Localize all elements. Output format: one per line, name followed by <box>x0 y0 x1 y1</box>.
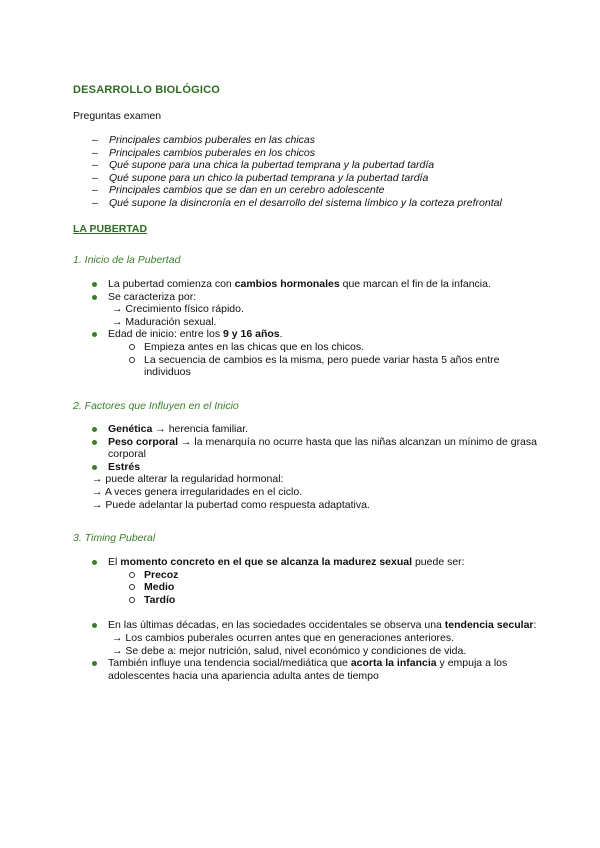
list-item <box>92 436 542 461</box>
sub-list-item <box>92 354 542 379</box>
section-title: LA PUBERTAD <box>73 223 148 235</box>
question-item: – Qué supone la disincronía en el desarrollo del sistema límbico y la corteza prefrontal <box>92 197 502 210</box>
sub-list-item <box>92 581 542 594</box>
section-3-heading: 3. Timing Puberal <box>73 532 156 544</box>
sub-list-item <box>92 569 542 582</box>
bold-text: Medio <box>144 581 175 594</box>
bold-text: Peso corporal <box>108 435 179 448</box>
bold-text: Precoz <box>144 568 179 581</box>
text: La secuencia de cambios es la misma, pero puede variar hasta 5 años entre individuos <box>144 353 500 379</box>
arrow-line: → A veces genera irregularidades en el ciclo. <box>92 485 303 498</box>
bold-text: Estrés <box>108 460 141 473</box>
list-item <box>92 423 542 436</box>
section-3-body <box>92 556 542 682</box>
text: Edad de inicio: entre los <box>108 328 223 341</box>
circle-bullet-icon <box>129 357 135 363</box>
section-1-body <box>92 278 542 379</box>
list-item <box>92 657 542 682</box>
question-item: – Principales cambios que se dan en un cerebro adolescente <box>92 184 502 197</box>
circle-bullet-icon <box>129 344 135 350</box>
bold-text: Tardío <box>144 593 176 606</box>
arrow-line: → Crecimiento físico rápido. <box>112 303 244 316</box>
text: También influye una tendencia social/mediática que <box>108 657 351 670</box>
text: puede ser: <box>412 556 465 568</box>
arrow-line: → Se debe a: mejor nutrición, salud, nivel económico y condiciones de vida. <box>112 644 467 657</box>
bullet-icon <box>92 560 97 565</box>
section-2-heading: 2. Factores que Influyen en el Inicio <box>73 400 239 412</box>
bullet-icon <box>92 295 97 300</box>
sub-list-item <box>92 594 542 607</box>
bold-text: tendencia secular <box>444 619 534 632</box>
text: que marcan el fin de la infancia. <box>339 278 491 290</box>
text: Empieza antes en las chicas que en los chicos. <box>144 340 365 353</box>
list-item <box>92 619 542 632</box>
bullet-icon <box>92 440 97 445</box>
question-item: – Principales cambios puberales en las chicas <box>92 134 502 147</box>
circle-bullet-icon <box>129 572 135 578</box>
arrow-line: → puede alterar la regularidad hormonal: <box>92 473 284 486</box>
exam-questions-list <box>92 134 502 210</box>
text: En las últimas décadas, en las sociedades occidentales se observa una <box>108 619 445 632</box>
sub-list-item <box>92 341 542 354</box>
bullet-icon <box>92 332 97 337</box>
circle-bullet-icon <box>129 597 135 603</box>
text: La pubertad comienza con <box>108 278 235 290</box>
section-2-body <box>92 423 542 511</box>
text: Se caracteriza por: <box>108 290 197 303</box>
bold-text: Genética <box>108 423 153 435</box>
list-item <box>92 291 542 304</box>
question-item: – Qué supone para un chico la pubertad temprana y la pubertad tardía <box>92 172 502 185</box>
list-item <box>92 278 542 291</box>
arrow-line: → Puede adelantar la pubertad como respuesta adaptativa. <box>92 498 370 511</box>
bullet-icon <box>92 661 97 666</box>
list-item <box>92 556 542 569</box>
bold-text: cambios hormonales <box>234 278 340 290</box>
question-item: – Principales cambios puberales en los chicos <box>92 147 502 160</box>
arrow-line: → Los cambios puberales ocurren antes que en generaciones anteriores. <box>112 631 455 644</box>
bullet-icon <box>92 427 97 432</box>
text: El <box>108 556 121 568</box>
bullet-icon <box>92 282 97 287</box>
bold-text: momento concreto en el que se alcanza la madurez sexual <box>120 556 413 568</box>
section-1-heading: 1. Inicio de la Pubertad <box>73 254 181 266</box>
text: → la menarquía no ocurre hasta que las niñas alcanzan un mínimo de grasa corporal <box>108 435 537 461</box>
bullet-icon <box>92 623 97 628</box>
question-item: – Qué supone para una chica la pubertad temprana y la pubertad tardía <box>92 159 502 172</box>
text: . <box>279 328 283 341</box>
list-item <box>92 461 542 474</box>
bullet-icon <box>92 465 97 470</box>
circle-bullet-icon <box>129 584 135 590</box>
bold-text: 9 y 16 años <box>223 328 280 341</box>
bold-text: acorta la infancia <box>350 657 437 670</box>
list-item <box>92 328 542 341</box>
text: : <box>533 619 537 632</box>
arrow-line: → Maduración sexual. <box>112 315 217 328</box>
text: y empuja a los adolescentes hacia una apariencia adulta antes de tiempo <box>108 657 508 682</box>
exam-questions-label: Preguntas examen <box>73 110 162 122</box>
text: → herencia familiar. <box>152 423 249 435</box>
document-title: DESARROLLO BIOLÓGICO <box>73 84 220 96</box>
